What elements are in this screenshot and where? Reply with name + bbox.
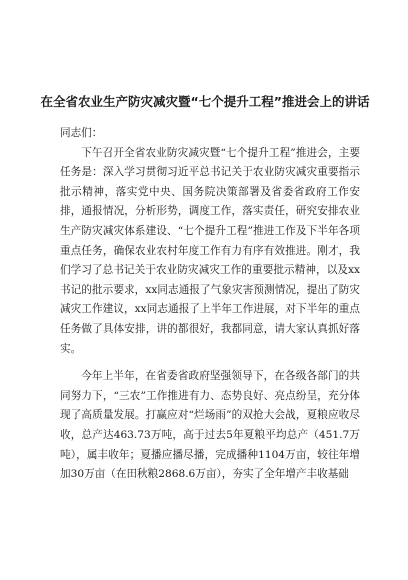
paragraph-1: 下午召开全省农业防灾减灾暨“七个提升工程”推进会，主要任务是：深入学习贯彻习近平总书记关于农业防灾减灾重要指示批示精神，落实党中央、国务院决策部署及省委省政府工作安排，通报情况，分析形势，调度工作，落实责任，研究安排农业生产防灾减灾体系建设、“七个提升工程”推进工作及下半年各项重点任务，确保农业农村年度工作有力有序有效推进。刚才，我们学习了总书记关于农业防灾减灾工作的重要批示精神，以及xx书记的批示要求，xx同志通报了气象灾害预测情况，提出了防灾减灾工作建议，xx同志通报了上半年工作进展，对下半年的重点任务做了具体安排，讲的都很好，我都同意，请大家认真抓好落实。 xyxy=(60,146,360,355)
salutation: 同志们： xyxy=(60,127,103,139)
document-title: 在全省农业生产防灾减灾暨“七个提升工程”推进会上的讲话 xyxy=(40,94,370,109)
paragraph-2: 今年上半年，在省委省政府坚强领导下，在各级各部门的共同努力下，“三农”工作推进有力、态势良好、亮点纷呈，充分体现了高质量发展。打赢应对“烂场雨”的双抢大会战，夏粮应收尽收，总产达463.73万吨，高于过去5年夏粮平均总产（451.7万吨），属丰收年；夏播应播尽播，完成播种1104万亩，较往年增加30万亩（在田秋粮2868.6万亩），夯实了全年增产丰收基础 xyxy=(60,370,360,481)
document-body xyxy=(60,124,360,485)
